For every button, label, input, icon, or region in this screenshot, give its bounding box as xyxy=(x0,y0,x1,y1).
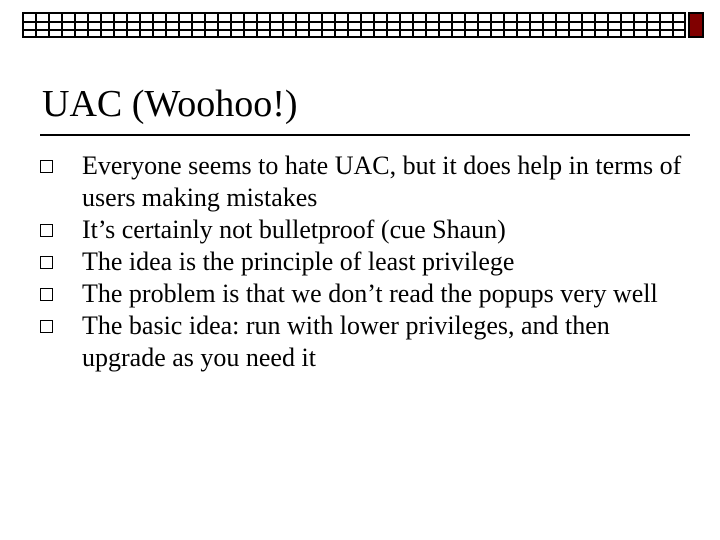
bullet-list xyxy=(40,150,690,374)
bullet-item xyxy=(40,246,690,278)
bullet-text: It’s certainly not bulletproof (cue Shaun) xyxy=(82,215,506,244)
decorative-header-bar xyxy=(22,12,686,38)
bullet-text: The basic idea: run with lower privileges, and then upgrade as you need it xyxy=(82,311,610,372)
square-bullet-icon xyxy=(40,288,53,301)
bullet-text: The idea is the principle of least privilege xyxy=(82,247,515,276)
bullet-text: Everyone seems to hate UAC, but it does help in terms of users making mistakes xyxy=(82,151,682,212)
square-bullet-icon xyxy=(40,256,53,269)
bullet-item xyxy=(40,278,690,310)
bullet-item xyxy=(40,310,690,374)
slide-title: UAC (Woohoo!) xyxy=(42,83,298,125)
title-divider xyxy=(40,134,690,136)
decorative-header-accent xyxy=(688,12,704,38)
bullet-text: The problem is that we don’t read the popups very well xyxy=(82,279,658,308)
bullet-item xyxy=(40,150,690,214)
bullet-item xyxy=(40,214,690,246)
square-bullet-icon xyxy=(40,160,53,173)
square-bullet-icon xyxy=(40,320,53,333)
square-bullet-icon xyxy=(40,224,53,237)
